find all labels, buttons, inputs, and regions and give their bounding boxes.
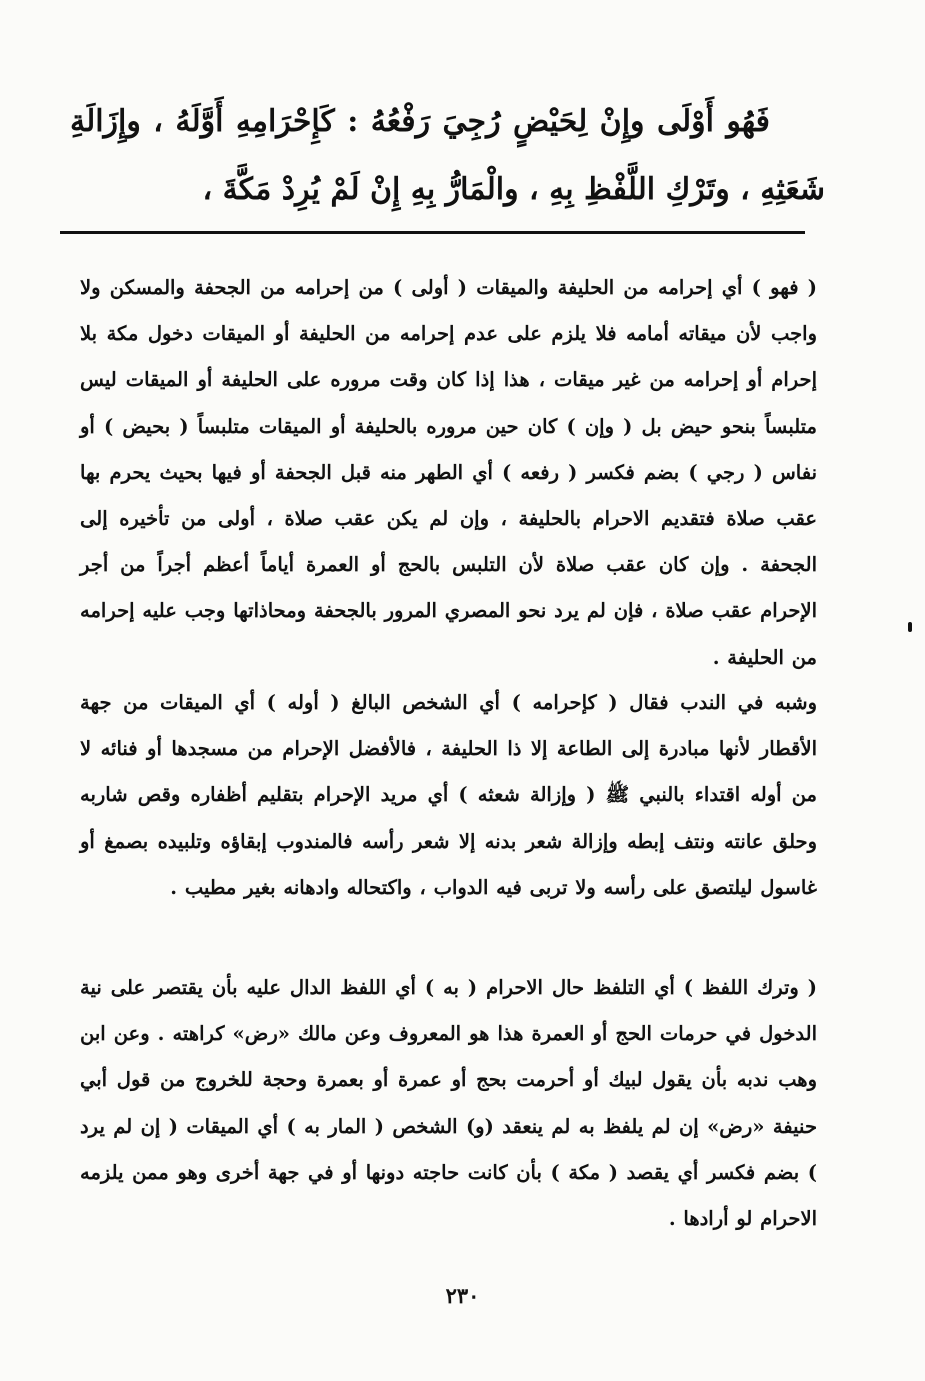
separator-rule — [60, 231, 805, 234]
scan-speck — [908, 622, 912, 632]
matn-line-2: شَعَثِهِ ، وتَرْكِ اللَّفْظِ بِهِ ، والْمَارُّ بِهِ إِنْ لَمْ يُرِدْ مَكَّةَ ، — [202, 172, 825, 207]
commentary-paragraph-2: وشبه في الندب فقال ( كإحرامه ) أي الشخص البالغ ( أوله ) أي الميقات من جهة الأقطار لأنها مبادرة إلى الطاعة إلا ذا الحليفة ، فالأفضل الإحرام من مسجدها أو فنائه لا من أوله اقتداء بالنبي ﷺ ( وإزالة شعثه ) أي مريد الإحرام بتقليم أظفاره وقص شاربه وحلق عانته ونتف إبطه وإزالة شعر بدنه إلا شعر رأسه فالمندوب إبقاؤه وتلبيده بصمغ أو غاسول ليلتصق على رأسه ولا تربى فيه الدواب ، واكتحاله وادهانه بغير مطيب . — [80, 691, 817, 899]
commentary-paragraph-3: ( وترك اللفظ ) أي التلفظ حال الاحرام ( به ) أي اللفظ الدال عليه بأن يقتصر على نية الدخول في حرمات الحج أو العمرة هذا هو المعروف وعن مالك «رض» كراهته . وعن ابن وهب ندبه بأن يقول لبيك أو أحرمت بحج أو عمرة أو بعمرة وحجة للخروج من قول أبي حنيفة «رض» إن لم يلفظ به لم ينعقد (و) الشخص ( المار به ) أي الميقات ( إن لم يرد ) بضم فكسر أي يقصد ( مكة ) بأن كانت حاجته دونها أو في جهة أخرى وهو ممن يلزمه الاحرام لو أرادها . — [80, 976, 817, 1231]
matn-line-1: فَهُو أَوْلَى وإِنْ لِحَيْضٍ رُجِيَ رَفْعُهُ : كَإِحْرَامِهِ أَوَّلَهُ ، وإِزَالَةِ — [70, 104, 770, 139]
page-number: ٢٣٠ — [445, 1283, 480, 1308]
commentary-paragraph-1: ( فهو ) أي إحرامه من الحليفة والميقات ( أولى ) من إحرامه من الجحفة والمسكن ولا واجب لأن ميقاته أمامه فلا يلزم على عدم إحرامه من الحليفة أو الميقات دخول مكة بلا إحرام أو إحرامه من غير ميقات ، هذا إذا كان وقت مروره على الحليفة أو الميقات ليس متلبساً بنحو حيض بل ( وإن ) كان حين مروره بالحليفة أو الميقات متلبساً ( بحيض ) أو نفاس ( رجي ) بضم فكسر ( رفعه ) أي الطهر منه قبل الجحفة أو فيها بحيث يحرم بها عقب صلاة فتقديم الاحرام بالحليفة ، وإن لم يكن عقب صلاة ، أولى من تأخيره إلى الجحفة . وإن كان عقب صلاة لأن التلبس بالحج أو العمرة أياماً أعظم أجراً من أجر الإحرام عقب صلاة ، فإن لم يرد نحو المصري المرور بالجحفة ومحاذاتها وجب عليه إحرامه من الحليفة . — [80, 276, 817, 669]
